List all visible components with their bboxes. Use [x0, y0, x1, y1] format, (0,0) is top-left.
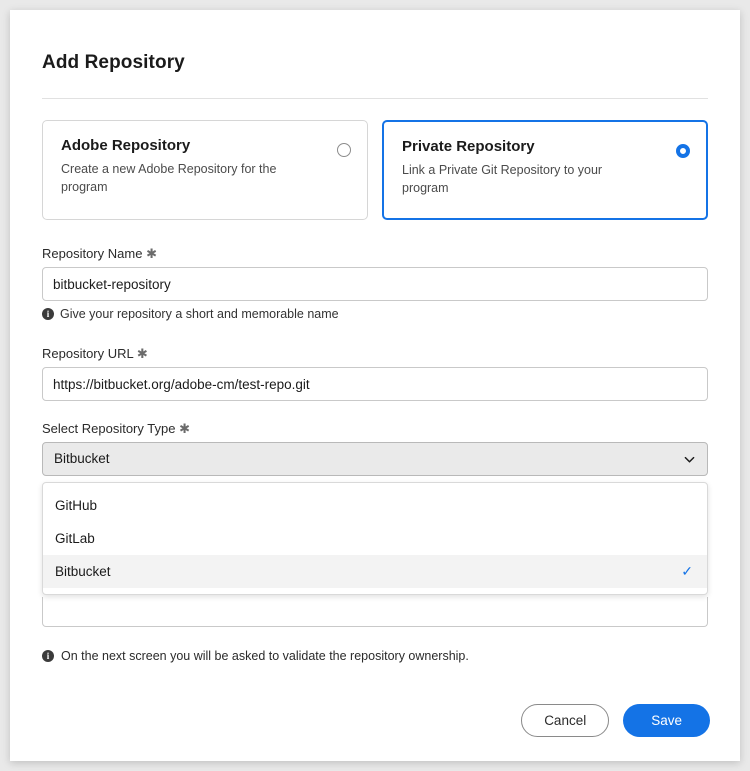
label-text: Select Repository Type — [42, 421, 176, 436]
required-marker: ✱ — [136, 346, 148, 361]
info-icon: i — [42, 308, 54, 320]
info-icon: i — [42, 650, 54, 662]
repository-name-label — [42, 246, 157, 262]
card-adobe-repository[interactable] — [42, 120, 368, 220]
dropdown-backdrop-field — [42, 597, 708, 627]
repository-name-input[interactable] — [42, 267, 708, 301]
card-description: Link a Private Git Repository to your program — [402, 163, 603, 196]
card-title: Private Repository — [402, 138, 535, 155]
label-text: Repository URL — [42, 346, 134, 361]
dialog-actions — [521, 704, 710, 737]
repository-type-selected-value: Bitbucket — [54, 451, 110, 466]
repository-type-select[interactable] — [42, 442, 708, 476]
required-marker: ✱ — [179, 421, 190, 436]
radio-adobe-repository[interactable] — [337, 143, 351, 157]
check-icon: ✓ — [681, 563, 693, 579]
add-repository-dialog — [10, 10, 740, 761]
repository-url-input[interactable] — [42, 367, 708, 401]
option-label: GitLab — [55, 531, 95, 546]
repository-url-label — [42, 346, 148, 362]
card-private-repository[interactable] — [382, 120, 708, 220]
option-label: Bitbucket — [55, 564, 111, 579]
label-text: Repository Name — [42, 246, 143, 261]
repository-type-dropdown — [42, 482, 708, 595]
footer-note-text: On the next screen you will be asked to validate the repository ownership. — [61, 649, 469, 663]
hint-text: Give your repository a short and memorable name — [60, 307, 339, 321]
page-title: Add Repository — [42, 52, 185, 73]
required-marker: ✱ — [146, 246, 157, 261]
repository-name-hint — [42, 307, 339, 321]
footer-note — [42, 649, 469, 663]
option-label: GitHub — [55, 498, 98, 513]
title-divider — [42, 98, 708, 99]
repository-type-label — [42, 421, 190, 437]
card-description: Create a new Adobe Repository for the program — [61, 162, 277, 195]
save-button[interactable]: Save — [623, 704, 710, 737]
card-title: Adobe Repository — [61, 137, 191, 154]
chevron-down-icon — [684, 454, 695, 465]
dropdown-option-github[interactable] — [43, 489, 707, 522]
repository-type-cards — [42, 120, 708, 220]
cancel-button[interactable]: Cancel — [521, 704, 609, 737]
radio-private-repository[interactable] — [676, 144, 690, 158]
dropdown-option-bitbucket[interactable] — [43, 555, 707, 588]
dropdown-option-gitlab[interactable] — [43, 522, 707, 555]
